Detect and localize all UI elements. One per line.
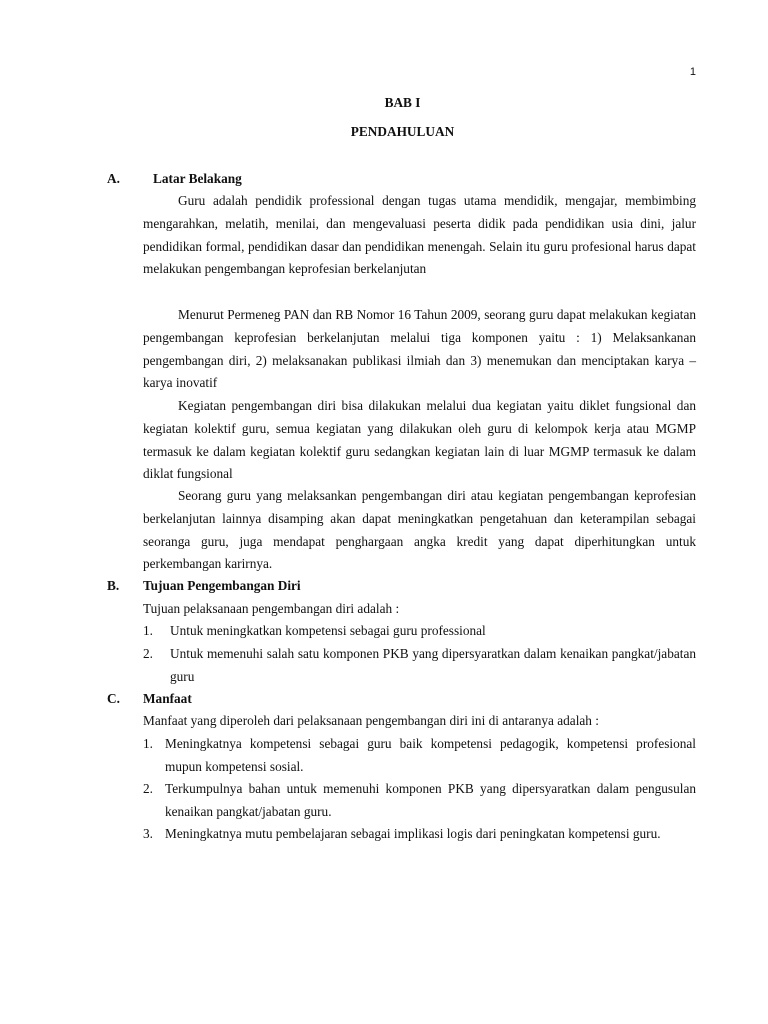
- section-a-letter: A.: [107, 171, 120, 186]
- section-b-intro: Tujuan pelaksanaan pengembangan diri adalah :: [143, 601, 400, 616]
- list-number: 1.: [143, 623, 153, 638]
- section-a-paragraph-3: Kegiatan pengembangan diri bisa dilakukan melalui dua kegiatan yaitu diklet fungsional dan kegiatan kolektif guru, semua kegiatan yang dilakukan oleh guru di kelompok kerja atau MGMP termasuk ke dalam kegiatan kolektif guru sedangkan kegiatan lain di luar MGMP termasuk ke dalam diklat fungsional: [143, 398, 696, 482]
- list-text: Terkumpulnya bahan untuk memenuhi komponen PKB yang dipersyaratkan dalam pengusulan kenaikan pangkat/jabatan guru.: [165, 781, 696, 819]
- list-number: 2.: [143, 781, 153, 796]
- list-number: 2.: [143, 646, 153, 661]
- section-c-letter: C.: [107, 691, 120, 706]
- page-number: 1: [689, 66, 696, 78]
- list-text: Untuk memenuhi salah satu komponen PKB yang dipersyaratkan dalam kenaikan pangkat/jabatan guru: [170, 646, 696, 684]
- list-item: [143, 620, 696, 643]
- list-item: [143, 823, 696, 846]
- list-text: Untuk meningkatkan kompetensi sebagai guru professional: [170, 623, 486, 638]
- section-b-heading: Tujuan Pengembangan Diri: [143, 578, 301, 593]
- list-text: Meningkatnya mutu pembelajaran sebagai implikasi logis dari peningkatan kompetensi guru.: [165, 826, 661, 841]
- section-a-paragraph-2: Menurut Permeneg PAN dan RB Nomor 16 Tahun 2009, seorang guru dapat melakukan kegiatan pengembangan keprofesian berkelanjutan melalui tiga komponen yaitu : 1) Melaksankanan pengembangan diri, 2) melaksanakan publikasi ilmiah dan 3) menemukan dan menciptakan karya – karya inovatif: [143, 307, 696, 391]
- list-text: Meningkatnya kompetensi sebagai guru baik kompetensi pedagogik, kompetensi profesional mupun kompetensi sosial.: [165, 736, 696, 774]
- list-number: 1.: [143, 736, 153, 751]
- chapter-title: PENDAHULUAN: [350, 124, 455, 139]
- section-a-paragraph-1: Guru adalah pendidik professional dengan tugas utama mendidik, mengajar, membimbing mengarahkan, melatih, menilai, dan mengevaluasi peserta didik pada pendidikan usia dini, jalur pendidikan formal, pendidikan dasar dan pendidikan menengah. Selain itu guru profesional harus dapat melakukan pengembangan keprofesian berkelanjutan: [143, 193, 696, 277]
- section-a-paragraph-4: Seorang guru yang melaksankan pengembangan diri atau kegiatan pengembangan keprofesian berkelanjutan lainnya disamping akan dapat meningkatkan pengetahuan dan keterampilan sebagai seoranga guru, juga mendapat penghargaan angka kredit yang dapat diperhitungkan untuk perkembangan karirnya.: [143, 488, 696, 572]
- list-item: [143, 733, 696, 778]
- section-c-intro: Manfaat yang diperoleh dari pelaksanaan pengembangan diri ini di antaranya adalah :: [143, 713, 599, 728]
- list-item: [143, 778, 696, 823]
- section-a-heading: Latar Belakang: [153, 171, 242, 186]
- chapter-number: BAB I: [384, 95, 421, 110]
- list-number: 3.: [143, 826, 153, 841]
- list-item: [143, 643, 696, 688]
- section-c-heading: Manfaat: [143, 691, 192, 706]
- section-b-letter: B.: [107, 578, 120, 593]
